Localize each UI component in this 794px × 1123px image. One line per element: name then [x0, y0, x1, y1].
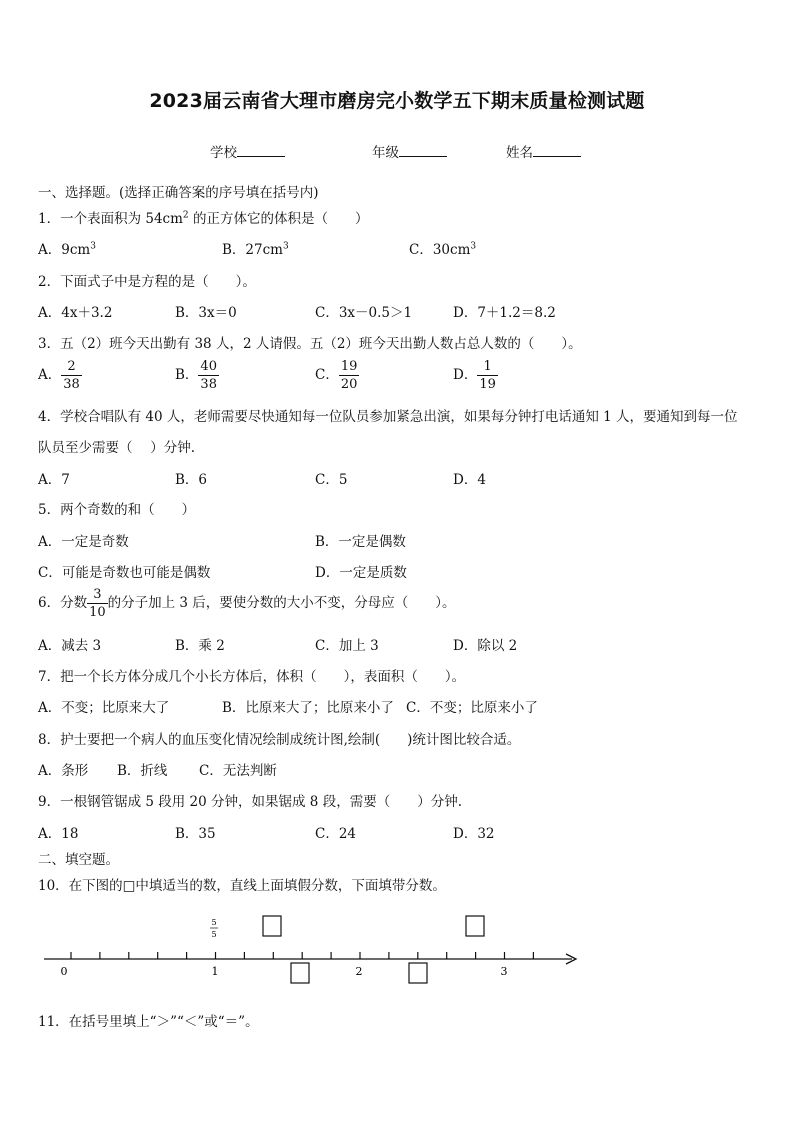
q8-option-a[interactable]: A．条形	[38, 763, 89, 779]
fraction-numerator: 5	[211, 918, 217, 927]
q3-option-c-fraction	[339, 358, 360, 393]
q6-denominator: 10	[89, 605, 106, 620]
question-5: 5．两个奇数的和（ ）	[38, 502, 196, 518]
q9-option-d[interactable]: D．32	[453, 826, 495, 842]
question-2: 2．下面式子中是方程的是（ ）。	[38, 274, 256, 290]
q6-text-b: 的分子加上 3 后，要使分数的大小不变，分母应（ ）。	[107, 595, 456, 611]
q7-option-b[interactable]: B．比原来大了；比原来小了	[222, 700, 394, 716]
q6-text-a: 6．分数	[38, 595, 88, 611]
q4-option-d[interactable]: D．4	[453, 472, 486, 488]
grade-field	[372, 141, 447, 161]
question-10: 10．在下图的□中填适当的数，直线上面填假分数，下面填带分数。	[38, 878, 446, 894]
q3-option-c[interactable]	[315, 358, 359, 393]
question-8: 8．护士要把一个病人的血压变化情况绘制成统计图,绘制( )统计图比较合适。	[38, 732, 521, 748]
question-6	[38, 586, 456, 621]
name-field	[506, 141, 581, 161]
q1-option-c-text: C．30cm	[409, 242, 471, 258]
q5-option-d[interactable]: D．一定是质数	[315, 565, 407, 581]
q3-a-numerator: 2	[61, 358, 82, 376]
q3-c-numerator: 19	[340, 359, 358, 374]
question-9: 9．一根钢管锯成 5 段用 20 分钟，如果锯成 8 段，需要（ ）分钟.	[38, 794, 462, 810]
q6-option-a[interactable]: A．减去 3	[38, 638, 102, 654]
q1-option-a-exp: 3	[90, 241, 96, 252]
q8-option-b[interactable]: B．折线	[117, 763, 168, 779]
q3-option-d-label: D．	[453, 367, 478, 383]
question-4-line-1: 4．学校合唱队有 40 人，老师需要尽快通知每一位队员参加紧急出演，如果每分钟打电话通知 1 人，要通知到每一位	[38, 409, 738, 425]
school-blank[interactable]	[237, 142, 285, 157]
grade-blank[interactable]	[399, 142, 447, 157]
fraction-denominator: 5	[211, 930, 217, 939]
q3-option-d-fraction	[477, 358, 498, 393]
q3-option-a-label: A．	[38, 367, 62, 383]
q8-option-c[interactable]: C．无法判断	[199, 763, 277, 779]
q3-c-denominator: 20	[340, 377, 358, 392]
answer-box-below-1	[291, 963, 309, 983]
school-label: 学校	[210, 145, 237, 161]
number-line-arrow-icon	[566, 954, 576, 964]
name-label: 姓名	[506, 145, 533, 161]
tick-label-3: 3	[500, 965, 508, 978]
q2-option-c[interactable]: C．3x－0.5＞1	[315, 305, 413, 321]
q3-d-numerator: 1	[477, 358, 498, 376]
q6-fraction	[87, 586, 108, 621]
q9-option-a[interactable]: A．18	[38, 826, 79, 842]
q5-option-a[interactable]: A．一定是奇数	[38, 534, 129, 550]
section-choice-heading: 一、选择题。(选择正确答案的序号填在括号内)	[38, 185, 319, 201]
q7-option-a[interactable]: A．不变；比原来大了	[38, 700, 170, 716]
q3-d-denominator: 19	[479, 377, 496, 392]
q3-option-c-label: C．	[315, 367, 339, 383]
q6-option-d[interactable]: D．除以 2	[453, 638, 518, 654]
q3-a-denominator: 38	[63, 377, 80, 392]
q3-b-numerator: 40	[200, 359, 217, 374]
q1-text-a: 1．一个表面积为 54cm	[38, 211, 183, 227]
q1-option-a-text: A．9cm	[38, 242, 91, 258]
q2-option-d[interactable]: D．7＋1.2＝8.2	[453, 305, 556, 321]
q1-text-b: 的正方体它的体积是（ ）	[188, 211, 369, 227]
q5-option-b[interactable]: B．一定是偶数	[315, 534, 406, 550]
q1-option-b-exp: 3	[282, 241, 289, 252]
q5-option-c[interactable]: C．可能是奇数也可能是偶数	[38, 565, 211, 581]
q4-option-c[interactable]: C．5	[315, 472, 348, 488]
q3-option-a[interactable]	[38, 358, 82, 393]
q3-option-b[interactable]	[175, 358, 219, 393]
q2-option-a[interactable]: A．4x＋3.2	[38, 305, 113, 321]
question-1	[38, 207, 368, 227]
number-line-ticks	[71, 952, 533, 959]
grade-label: 年级	[372, 145, 399, 161]
q6-option-b[interactable]: B．乘 2	[175, 638, 225, 654]
q9-option-b[interactable]: B．35	[175, 826, 216, 842]
q1-option-b[interactable]	[222, 238, 289, 258]
question-11: 11．在括号里填上“＞”“＜”或“＝”。	[38, 1014, 259, 1030]
q9-option-c[interactable]: C．24	[315, 826, 357, 842]
school-field	[210, 141, 285, 161]
q1-sup: 2	[182, 210, 189, 221]
q3-option-d[interactable]	[453, 358, 498, 393]
q4-option-b[interactable]: B．6	[175, 472, 208, 488]
q1-option-a[interactable]	[38, 238, 96, 258]
q1-option-b-text: B．27cm	[222, 242, 283, 258]
q7-option-c[interactable]: C．不变；比原来小了	[406, 700, 538, 716]
question-4-line-2: 队员至少需要（ ）分钟.	[38, 440, 196, 456]
name-blank[interactable]	[533, 142, 581, 157]
answer-box-above-2	[466, 916, 484, 936]
q1-option-c[interactable]	[409, 238, 476, 258]
q3-option-b-fraction	[198, 358, 219, 393]
answer-box-below-2	[409, 963, 427, 983]
tick-label-1: 1	[211, 965, 219, 978]
section-fill-heading: 二、填空题。	[38, 852, 119, 868]
question-3: 3．五（2）班今天出勤有 38 人，2 人请假。五（2）班今天出勤人数占总人数的（ ）。	[38, 336, 582, 352]
q3-option-b-label: B．	[175, 367, 199, 383]
tick-label-0: 0	[60, 965, 68, 978]
q2-option-b[interactable]: B．3x＝0	[175, 305, 237, 321]
answer-box-above-1	[263, 916, 281, 936]
q4-option-a[interactable]: A．7	[38, 472, 70, 488]
q6-option-c[interactable]: C．加上 3	[315, 638, 379, 654]
question-7: 7．把一个长方体分成几个小长方体后，体积（ ），表面积（ ）。	[38, 669, 466, 685]
tick-label-2: 2	[355, 965, 363, 978]
q3-b-denominator: 38	[200, 377, 217, 392]
q1-option-c-exp: 3	[470, 241, 477, 252]
q3-option-a-fraction	[61, 358, 82, 393]
q6-numerator: 3	[87, 586, 108, 604]
page-title: 2023届云南省大理市磨房完小数学五下期末质量检测试题	[149, 90, 645, 112]
